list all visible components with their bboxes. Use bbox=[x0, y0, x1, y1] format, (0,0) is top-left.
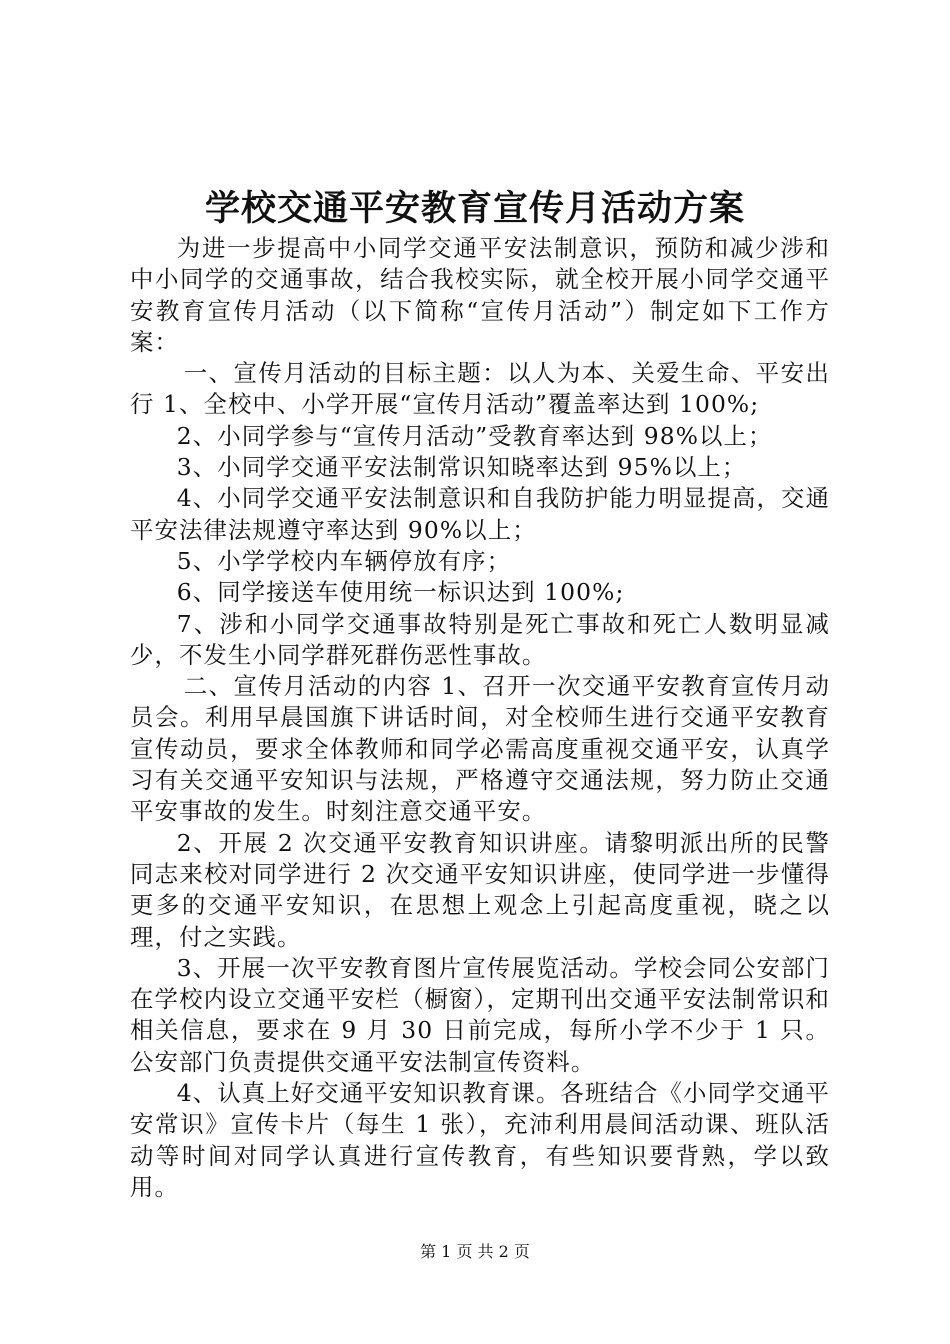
paragraph-section-goals: 一、宣传月活动的目标主题：以人为本、关爱生命、平安出行 1、全校中、小学开展“宣传月活动”覆盖率达到 100%; bbox=[130, 359, 830, 419]
paragraph-goal-2: 2、小同学参与“宣传月活动”受教育率达到 98%以上； bbox=[176, 421, 773, 450]
paragraph-content-4: 4、认真上好交通平安知识教育课。各班结合《小同学交通平安常识》宣传卡片（每生 1 张），充沛利用晨间活动课、班队活动等时间对同学认真进行宣传教育，有些知识要背熟，学以致用。 bbox=[130, 1079, 830, 1201]
document-title: 学校交通平安教育宣传月活动方案 bbox=[204, 188, 745, 229]
paragraph-goal-5: 5、小学学校内车辆停放有序； bbox=[176, 546, 512, 575]
paragraph-goal-3: 3、小同学交通平安法制常识知晓率达到 95%以上； bbox=[176, 453, 747, 482]
paragraph-goal-7: 7、涉和小同学交通事故特别是死亡事故和死亡人数明显减少，不发生小同学群死群伤恶性事故。 bbox=[130, 609, 830, 669]
paragraph-content-3: 3、开展一次平安教育图片宣传展览活动。学校会同公安部门在学校内设立交通平安栏（橱窗），定期刊出交通平安法制常识和相关信息，要求在 9 月 30 日前完成，每所小学不少于 1 只。公安部门负责提供交通平安法制宣传资料。 bbox=[130, 953, 830, 1076]
document-body bbox=[130, 233, 830, 1203]
page-footer: 第 1 页 共 2 页 bbox=[420, 1242, 530, 1261]
paragraph-section-content: 二、宣传月活动的内容 1、召开一次交通平安教育宣传月动员会。利用早晨国旗下讲话时间，对全校师生进行交通平安教育宣传动员，要求全体教师和同学必需高度重视交通平安，认真学习有关交通平安知识与法规，严格遵守交通法规，努力防止交通平安事故的发生。时刻注意交通平安。 bbox=[130, 672, 830, 826]
paragraph-goal-4: 4、小同学交通平安法制意识和自我防护能力明显提高，交通平安法律法规遵守率达到 90%以上； bbox=[130, 484, 830, 544]
paragraph-content-2: 2、开展 2 次交通平安教育知识讲座。请黎明派出所的民警同志来校对同学进行 2 次交通平安知识讲座，使同学进一步懂得更多的交通平安知识，在思想上观念上引起高度重视，晓之以理，付之实践。 bbox=[130, 828, 830, 951]
paragraph-goal-6: 6、同学接送车使用统一标识达到 100%; bbox=[176, 578, 625, 607]
paragraph-intro: 为进一步提高中小同学交通平安法制意识，预防和减少涉和中小同学的交通事故，结合我校实际，就全校开展小同学交通平安教育宣传月活动（以下简称“宣传月活动”）制定如下工作方案： bbox=[130, 234, 830, 356]
